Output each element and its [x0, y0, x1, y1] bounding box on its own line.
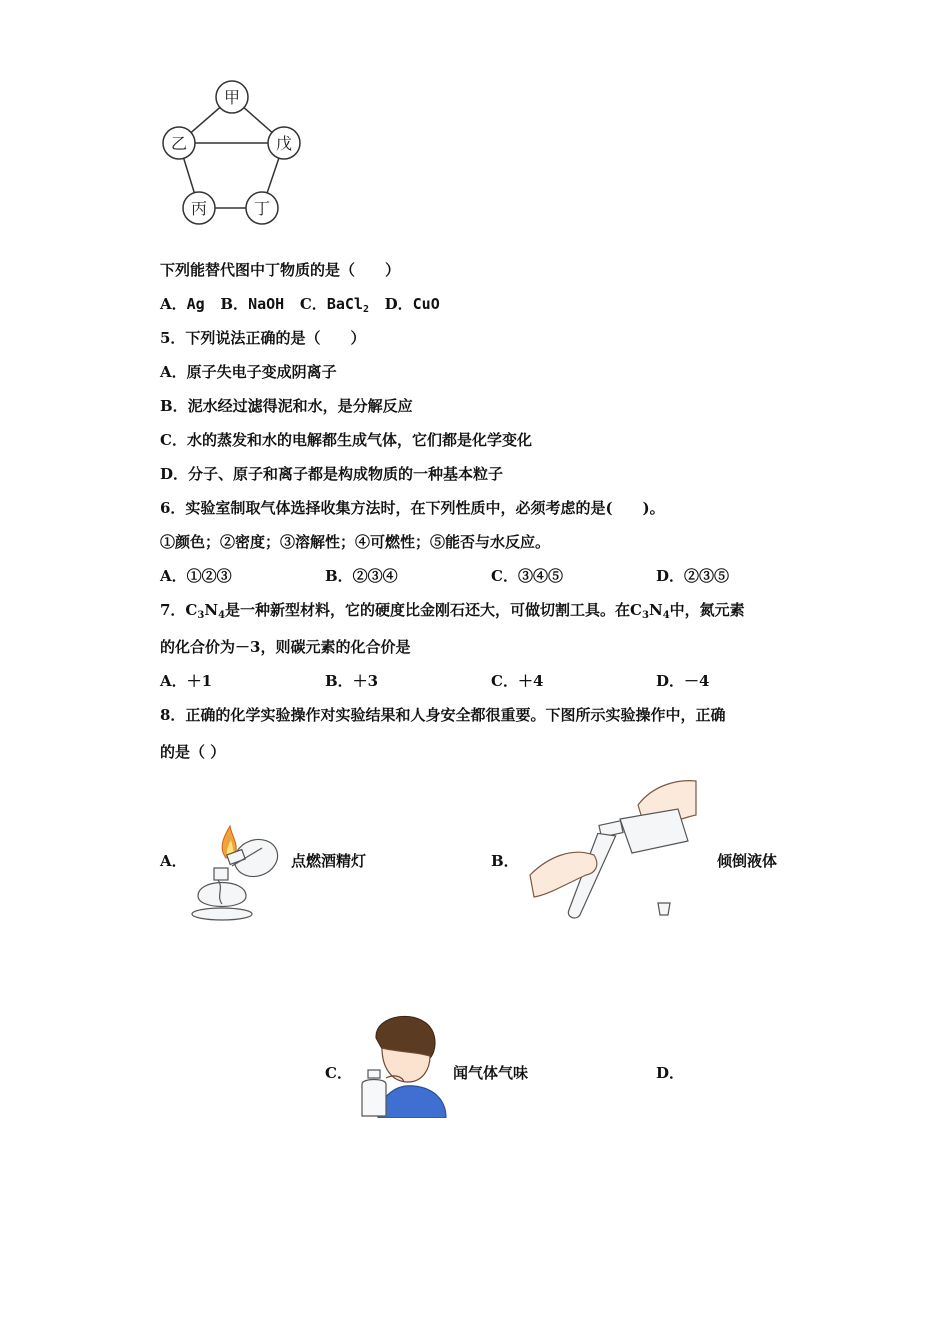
q8-stem-line2: 的是（ ）: [160, 743, 226, 761]
q4-option-b[interactable]: B．NaOH: [220, 295, 285, 313]
q7-option-b[interactable]: B．＋3: [325, 672, 379, 690]
q8-option-b-caption: 倾倒液体: [717, 852, 778, 870]
q4-option-a[interactable]: A．Ag: [160, 295, 205, 313]
q6-option-d[interactable]: D．②③⑤: [656, 567, 730, 585]
node-ding-label: 丁: [253, 199, 271, 218]
q5-stem: 5．下列说法正确的是（ ）: [160, 329, 366, 347]
q5-option-b[interactable]: B．泥水经过滤得泥和水，是分解反应: [160, 397, 413, 415]
reaction-cycle-diagram: [155, 75, 335, 235]
q5-option-c[interactable]: C．水的蒸发和水的电解都生成气体，它们都是化学变化: [160, 431, 532, 449]
smelling-gas-illustration: [358, 1008, 450, 1118]
q8-option-c-letter[interactable]: C．: [325, 1064, 352, 1082]
node-bing-label: 丙: [190, 199, 208, 218]
q8-stem-line1: 8．正确的化学实验操作对实验结果和人身安全都很重要。下图所示实验操作中，正确: [160, 706, 726, 724]
q6-option-a[interactable]: A．①②③: [160, 567, 232, 585]
q8-option-b-letter[interactable]: B．: [491, 852, 519, 870]
q8-option-a-caption: 点燃酒精灯: [291, 852, 367, 870]
pouring-liquid-illustration: [528, 775, 698, 925]
q4-option-c[interactable]: C．BaCl$_2$: [299, 295, 369, 315]
q7-stem-line2: 的化合价为－3，则碳元素的化合价是: [160, 638, 411, 656]
q4-options: [160, 294, 440, 314]
q6-properties: ①颜色；②密度；③溶解性；④可燃性；⑤能否与水反应。: [160, 533, 551, 551]
q7-stem: 7．$C_3N_4$是一种新型材料，它的硬度比金刚石还大，可做切割工具。在$C_3N_4$中，氮元素: [160, 601, 745, 621]
node-wu-label: 戊: [275, 134, 293, 153]
q5-option-a[interactable]: A．原子失电子变成阴离子: [160, 363, 337, 381]
q8-option-a-letter[interactable]: A．: [160, 852, 187, 870]
alcohol-lamp-illustration: [188, 818, 288, 923]
node-jia-label: 甲: [223, 88, 241, 107]
q7-option-a[interactable]: A．＋1: [160, 672, 213, 690]
q5-option-d[interactable]: D．分子、原子和离子都是构成物质的一种基本粒子: [160, 465, 504, 483]
q6-option-c[interactable]: C．③④⑤: [491, 567, 563, 585]
q7-option-d[interactable]: D．－4: [656, 672, 710, 690]
q6-option-b[interactable]: B．②③④: [325, 567, 398, 585]
q6-stem: 6．实验室制取气体选择收集方法时，在下列性质中，必须考虑的是( )。: [160, 499, 665, 517]
q4-stem: 下列能替代图中丁物质的是（ ）: [160, 261, 401, 279]
q8-option-c-caption: 闻气体气味: [453, 1064, 529, 1082]
q7-option-c[interactable]: C．＋4: [491, 672, 544, 690]
node-yi-label: 乙: [170, 134, 188, 153]
q8-option-d-letter[interactable]: D．: [656, 1064, 685, 1082]
q4-option-d[interactable]: D．CuO: [384, 295, 440, 313]
